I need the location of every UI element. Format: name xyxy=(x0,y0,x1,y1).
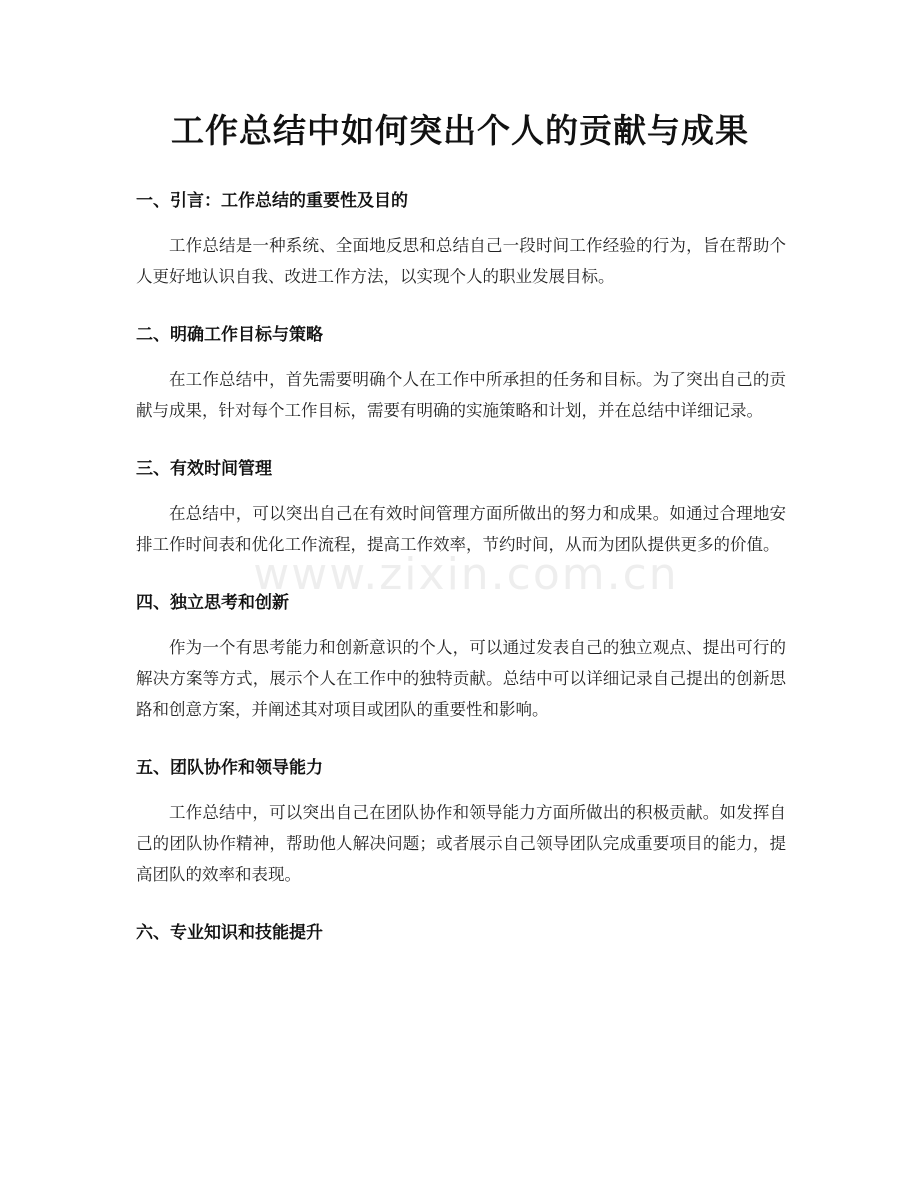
section-6 xyxy=(136,916,786,950)
section-heading: 五、团队协作和领导能力 xyxy=(136,758,323,778)
section-paragraph: 工作总结是一种系统、全面地反思和总结自己一段时间工作经验的行为，旨在帮助个人更好地认识自我、改进工作方法，以实现个人的职业发展目标。 xyxy=(136,236,786,286)
section-heading: 四、独立思考和创新 xyxy=(136,593,289,613)
section-3 xyxy=(136,452,786,560)
section-paragraph: 作为一个有思考能力和创新意识的个人，可以通过发表自己的独立观点、提出可行的解决方案等方式，展示个人在工作中的独特贡献。总结中可以详细记录自己提出的创新思路和创意方案，并阐述其对项目或团队的重要性和影响。 xyxy=(136,638,786,719)
watermark: www.zixin.com.cn xyxy=(253,549,679,600)
section-4 xyxy=(136,586,786,725)
section-paragraph: 工作总结中，可以突出自己在团队协作和领导能力方面所做出的积极贡献。如发挥自己的团队协作精神，帮助他人解决问题；或者展示自己领导团队完成重要项目的能力，提高团队的效率和表现。 xyxy=(136,803,786,884)
section-2 xyxy=(136,318,786,426)
document-body xyxy=(136,184,786,950)
section-paragraph: 在总结中，可以突出自己在有效时间管理方面所做出的努力和成果。如通过合理地安排工作时间表和优化工作流程，提高工作效率，节约时间，从而为团队提供更多的价值。 xyxy=(136,504,786,554)
section-heading: 二、明确工作目标与策略 xyxy=(136,325,323,345)
section-paragraph: 在工作总结中，首先需要明确个人在工作中所承担的任务和目标。为了突出自己的贡献与成果，针对每个工作目标，需要有明确的实施策略和计划，并在总结中详细记录。 xyxy=(136,370,786,420)
section-heading: 六、专业知识和技能提升 xyxy=(136,923,323,943)
page-title: 工作总结中如何突出个人的贡献与成果 xyxy=(171,111,749,150)
section-1 xyxy=(136,184,786,292)
section-heading: 三、有效时间管理 xyxy=(136,459,272,479)
section-5 xyxy=(136,751,786,890)
section-heading: 一、引言：工作总结的重要性及目的 xyxy=(136,191,408,211)
